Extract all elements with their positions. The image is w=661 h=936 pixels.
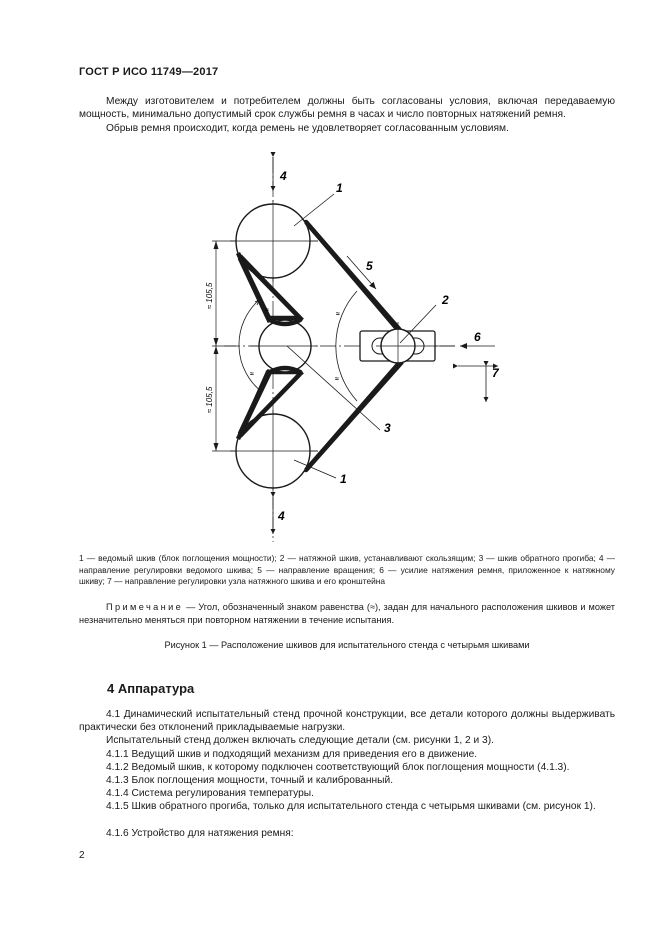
dimension-label-lower: ≈ 105,5 [205, 386, 214, 414]
pulley-diagram [0, 150, 661, 550]
figure-note [79, 601, 615, 627]
label-5: 5 [366, 259, 373, 273]
label-3: 3 [384, 421, 391, 435]
label-1-bottom: 1 [340, 472, 347, 486]
document-header: ГОСТ Р ИСО 11749—2017 [79, 66, 219, 78]
label-4-bottom: 4 [278, 509, 285, 523]
note-text: — Угол, обозначенный знаком равенства (≈), задан для начального расположения шкивов и может незначительно меняться при повторном натяжении в течение испытания. [79, 602, 615, 625]
section-heading: 4 Аппаратура [107, 681, 195, 696]
intro-paragraph-2: Обрыв ремня происходит, когда ремень не удовлетворяет согласованным условиям. [106, 123, 509, 134]
belt-right-lower [306, 362, 402, 470]
paragraph-parts: Испытательный стенд должен включать следующие детали (см. рисунки 1, 2 и 3). [106, 735, 494, 746]
label-7: 7 [492, 366, 499, 380]
intro-paragraph-1: Между изготовителем и потребителем должны быть согласованы условия, включая передаваемую мощность, минимально допустимый срок службы ремня в часах и число повторных натяжений ремня. [79, 96, 615, 121]
note-label: Примечание [106, 602, 184, 612]
page-number: 2 [79, 850, 85, 861]
paragraph-4-1: 4.1 Динамический испытательный стенд прочной конструкции, все детали которого должны выдерживать практически без отклонений прикладываемые нагрузки. [79, 709, 615, 734]
label-1-top: 1 [336, 181, 343, 195]
paragraph-4-1-1: 4.1.1 Ведущий шкив и подходящий механизм для приведения его в движение. [106, 749, 478, 760]
belt-right-upper [306, 222, 400, 330]
leader-1-top [294, 194, 334, 226]
paragraph-4-1-6: 4.1.6 Устройство для натяжения ремня: [106, 828, 294, 839]
angle-equal-mark-1: ≈ [265, 307, 269, 314]
angle-equal-mark-2: ≈ [250, 371, 254, 378]
label-4-top: 4 [280, 169, 287, 183]
paragraph-4-1-4: 4.1.4 Система регулирования температуры. [106, 788, 314, 799]
paragraph-4-1-5: 4.1.5 Шкив обратного прогиба, только для испытательного стенда с четырьмя шкивами (см. рисунок 1). [106, 801, 596, 812]
label-2: 2 [442, 293, 449, 307]
figure-title: Рисунок 1 — Расположение шкивов для испытательного стенда с четырьмя шкивами [164, 640, 530, 650]
angle-equal-mark-3: ≈ [336, 311, 340, 318]
angle-equal-mark-4: ≈ [335, 376, 339, 383]
dimension-label-upper: ≈ 105,5 [205, 282, 214, 310]
paragraph-4-1-3: 4.1.3 Блок поглощения мощности, точный и калиброванный. [106, 775, 394, 786]
label-6: 6 [474, 330, 481, 344]
figure-legend: 1 — ведомый шкив (блок поглощения мощности); 2 — натяжной шкив, устанавливают скользящим; 3 — шкив обратного прогиба; 4 — направление регулировки ведомого шкива; 5 — направление вращения; 6 — усилие натяжения ремня, приложенное к натяжному шкиву; 7 — направление регулировки узла натяжного шкива и его кронштейна [79, 553, 615, 587]
paragraph-4-1-2: 4.1.2 Ведомый шкив, к которому подключен соответствующий блок поглощения мощности (4.1.3). [106, 762, 570, 773]
